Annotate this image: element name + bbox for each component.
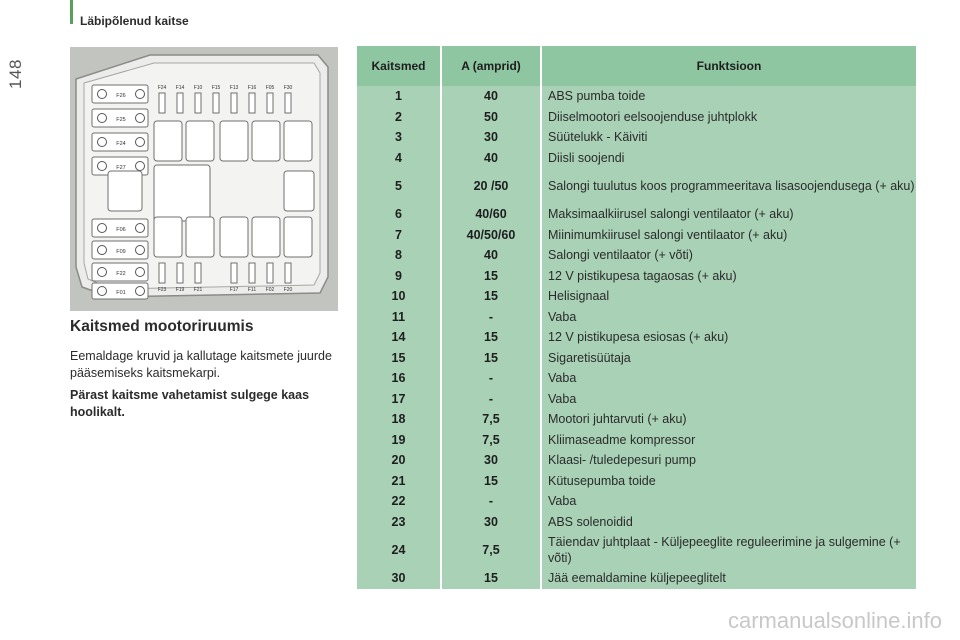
fuse-function: Diisli soojendi [548,150,625,165]
fuse-label: F01 [116,290,126,296]
watermark: carmanualsonline.info [727,608,942,633]
table-row [357,471,916,492]
fuse-amperage: 30 [441,450,541,471]
fuse-function: Mootori juhtarvuti (+ aku) [548,412,687,427]
table-row [357,327,916,348]
fuse-function: 12 V pistikupesa tagaosas (+ aku) [548,268,737,283]
fuse-label: F02 [265,287,275,293]
fuse-number: 10 [357,286,441,307]
fuse-amperage: 15 [441,568,541,589]
fuse-label: F24 [157,85,167,91]
fuse-number: 4 [357,148,441,169]
table-row [357,568,916,589]
fuse-number: 3 [357,127,441,148]
fuse-amperage: 40/50/60 [441,225,541,246]
fuse-function: 12 V pistikupesa esiosas (+ aku) [548,330,729,345]
fuse-number: 15 [357,348,441,369]
fuse-number: 9 [357,266,441,287]
fuse-box-illustration [70,47,338,311]
fuse-amperage: 30 [441,127,541,148]
fuse-number: 16 [357,368,441,389]
fuse-label: F19 [175,287,185,293]
fuse-label: F13 [229,85,239,91]
table-row [357,86,916,107]
fuse-number: 24 [357,532,441,568]
table-row [357,307,916,328]
fuse-amperage: - [441,307,541,328]
table-row [357,450,916,471]
fuse-number: 23 [357,512,441,533]
fuse-amperage: 15 [441,471,541,492]
fuse-function: Jää eemaldamine küljepeeglitelt [548,571,726,586]
fuse-label: F17 [229,287,239,293]
fuse-amperage: - [441,368,541,389]
fuse-amperage: 40 [441,148,541,169]
table-row [357,348,916,369]
fuse-label: F11 [247,287,257,293]
table-row [357,225,916,246]
fuse-function: Klaasi- /tuledepesuri pump [548,453,696,468]
fuse-number: 7 [357,225,441,246]
table-row [357,127,916,148]
fuse-function: Miinimumkiirusel salongi ventilaator (+ aku) [548,227,788,242]
running-title: Läbipõlenud kaitse [80,14,189,28]
fuse-amperage: 15 [441,266,541,287]
table-row [357,430,916,451]
fuse-number: 5 [357,168,441,204]
fuse-label: F30 [283,85,293,91]
fuse-number: 14 [357,327,441,348]
table-row [357,491,916,512]
fuse-amperage: 30 [441,512,541,533]
fuse-amperage: 7,5 [441,430,541,451]
fuse-number: 20 [357,450,441,471]
fuse-amperage: - [441,389,541,410]
fuse-function: Diiselmootori eelsoojenduse juhtplokk [548,109,758,124]
table-row [357,107,916,128]
fuse-number: 1 [357,86,441,107]
fuse-function: Sigaretisüütaja [548,350,631,365]
fuse-amperage: 40 [441,245,541,266]
fuse-function: Kütusepumba toide [548,473,656,488]
column-header-function: Funktsioon [541,46,916,86]
fuse-label: F06 [116,227,126,233]
fuse-label: F14 [175,85,185,91]
table-row [357,148,916,169]
table-row [357,168,916,204]
fuse-label: F23 [157,287,167,293]
fuse-number: 11 [357,307,441,328]
fuse-number: 30 [357,568,441,589]
fuse-label: F16 [247,85,257,91]
fuse-table-body [357,86,916,589]
fuse-amperage: 7,5 [441,409,541,430]
table-header-row [357,46,916,86]
intro-text: Eemaldage kruvid ja kallutage kaitsmete juurde pääsemiseks kaitsmekarpi. [70,349,332,380]
fuse-function: Täiendav juhtplaat - Küljepeeglite reguleerimine ja sulgemine (+ võti) [548,535,901,565]
fuse-function: ABS solenoidid [548,514,633,529]
fuse-number: 22 [357,491,441,512]
table-row [357,368,916,389]
page-number [4,44,28,104]
fuse-label: F26 [116,93,126,99]
fuse-label: F27 [116,165,126,171]
table-row [357,532,916,568]
fuse-label: F24 [116,141,126,147]
fuse-function: Salongi tuulutus koos programmeeritava lisasoojendusega (+ aku) [548,179,915,193]
fuse-function: Vaba [548,494,577,509]
fuse-label: F21 [193,287,203,293]
fuse-function: Vaba [548,391,577,406]
accent-bar [70,0,73,24]
table-row [357,204,916,225]
fuse-function: Kliimaseadme kompressor [548,432,696,447]
fuse-label: F10 [193,85,203,91]
fuse-function: Maksimaalkiirusel salongi ventilaator (+ aku) [548,207,794,222]
fuse-number: 6 [357,204,441,225]
fuse-amperage: 40/60 [441,204,541,225]
fuse-label: F22 [116,271,126,277]
fuse-function: Helisignaal [548,289,610,304]
section-title: Kaitsmed mootoriruumis [70,318,254,335]
fuse-amperage: 15 [441,286,541,307]
page-number-text: 148 [6,59,25,89]
fuse-number: 2 [357,107,441,128]
fuse-label: F20 [283,287,293,293]
fuse-amperage: 15 [441,348,541,369]
fuse-amperage: - [441,491,541,512]
fuse-number: 19 [357,430,441,451]
fuse-function: Süütelukk - Käiviti [548,130,648,145]
fuse-function: Vaba [548,371,577,386]
fuse-amperage: 7,5 [441,532,541,568]
column-header-fuses: Kaitsmed [357,46,441,86]
fuse-amperage: 15 [441,327,541,348]
fuse-amperage: 40 [441,86,541,107]
fuse-number: 18 [357,409,441,430]
table-row [357,286,916,307]
table-row [357,245,916,266]
fuse-amperage: 50 [441,107,541,128]
fuse-amperage: 20 /50 [441,168,541,204]
fuse-number: 8 [357,245,441,266]
fuse-number: 17 [357,389,441,410]
fuse-function: Salongi ventilaator (+ võti) [548,248,693,263]
table-row [357,512,916,533]
fuse-number: 21 [357,471,441,492]
fuse-label: F09 [116,249,126,255]
fuse-function: ABS pumba toide [548,89,646,104]
fuse-box-photo [70,47,338,311]
fuse-table [357,46,916,589]
column-header-amps: A (amprid) [441,46,541,86]
fuse-function: Vaba [548,309,577,324]
fuse-label: F15 [211,85,221,91]
table-row [357,409,916,430]
table-row [357,266,916,287]
warning-text: Pärast kaitsme vahetamist sulgege kaas hoolikalt. [70,388,310,419]
fuse-label: F25 [116,117,126,123]
fuse-label: F05 [265,85,275,91]
table-row [357,389,916,410]
